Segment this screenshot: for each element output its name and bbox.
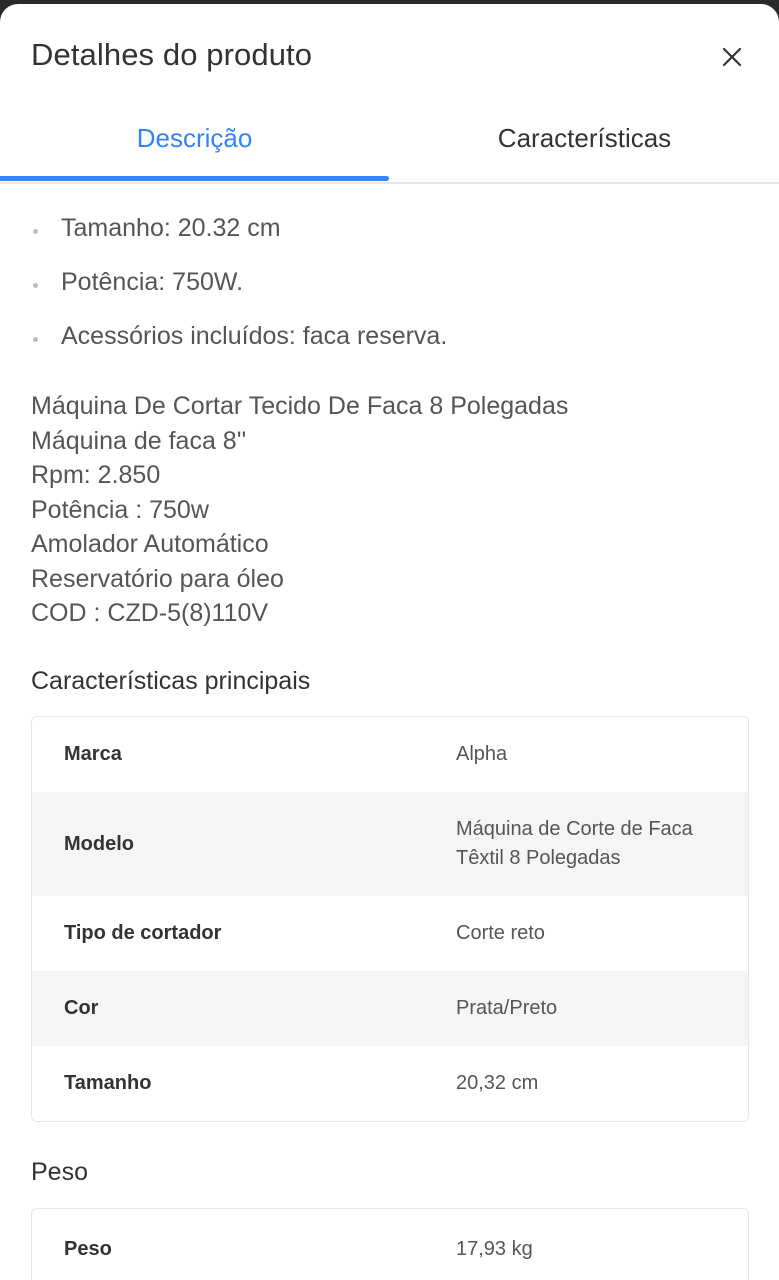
tab-descricao[interactable]: Descrição — [136, 123, 253, 153]
table-row — [32, 971, 748, 1046]
table-row — [32, 1046, 748, 1121]
description-line: Potência : 750w — [31, 495, 209, 524]
spec-value: Corte reto — [456, 922, 545, 944]
close-button[interactable] — [715, 40, 749, 74]
weight-specs-table — [31, 1208, 749, 1280]
main-specs-title: Características principais — [31, 667, 311, 695]
weight-section-title: Peso — [31, 1158, 88, 1186]
spec-value: Máquina de Corte de Faca Têxtil 8 Polegadas — [456, 818, 693, 869]
page-title: Detalhes do produto — [31, 37, 313, 72]
table-row — [32, 792, 748, 896]
bullet-icon — [33, 337, 38, 342]
bullet-icon — [33, 229, 38, 234]
list-item-text: Potência: 750W. — [61, 268, 244, 296]
list-item — [31, 268, 447, 322]
tab-bar — [0, 104, 779, 184]
highlights-list — [31, 214, 447, 376]
spec-key: Tamanho — [64, 1072, 152, 1094]
list-item — [31, 322, 447, 376]
table-row — [32, 1209, 748, 1280]
table-row — [32, 896, 748, 971]
close-icon — [715, 40, 749, 74]
spec-value: Alpha — [456, 743, 508, 765]
spec-value: 20,32 cm — [456, 1072, 539, 1094]
main-specs-table — [31, 716, 749, 1122]
spec-key: Modelo — [64, 832, 134, 855]
description-line: Amolador Automático — [31, 530, 269, 558]
sheet-header — [0, 4, 779, 104]
list-item-text: Acessórios incluídos: faca reserva. — [61, 322, 448, 350]
description-line: Máquina de faca 8'' — [31, 426, 247, 455]
spec-key: Peso — [64, 1237, 112, 1260]
table-row — [32, 717, 748, 792]
tab-caracteristicas[interactable]: Características — [497, 123, 672, 153]
description-line: COD : CZD-5(8)110V — [31, 599, 269, 627]
bullet-icon — [33, 283, 38, 288]
spec-key: Cor — [64, 997, 99, 1019]
spec-value: 17,93 kg — [456, 1237, 533, 1260]
description-text — [31, 389, 568, 631]
description-line: Rpm: 2.850 — [31, 461, 161, 489]
list-item — [31, 214, 447, 268]
active-tab-indicator — [0, 176, 389, 181]
spec-key: Marca — [64, 743, 122, 765]
product-details-sheet — [0, 4, 779, 1280]
description-line: Reservatório para óleo — [31, 564, 284, 593]
spec-value: Prata/Preto — [456, 997, 558, 1019]
description-line: Máquina De Cortar Tecido De Faca 8 Polegadas — [31, 392, 569, 420]
list-item-text: Tamanho: 20.32 cm — [61, 214, 281, 242]
spec-key: Tipo de cortador — [64, 922, 222, 944]
